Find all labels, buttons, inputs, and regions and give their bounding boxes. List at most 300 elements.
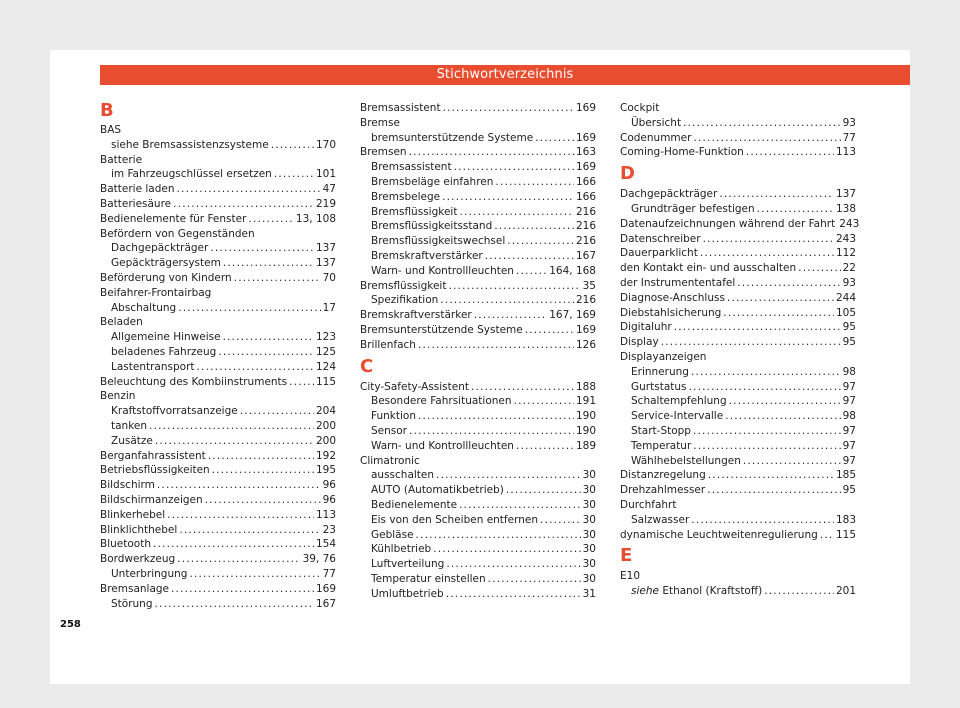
- index-entry: [360, 439, 596, 454]
- index-column-1: [100, 101, 336, 611]
- dot-leader: [707, 483, 840, 498]
- dot-leader: [764, 584, 834, 599]
- entry-term: City-Safety-Assistent: [360, 380, 470, 393]
- entry-page-ref: 13, 108: [295, 212, 336, 225]
- dot-leader: [208, 449, 314, 464]
- index-entry: [360, 424, 596, 439]
- index-letter: E: [620, 545, 633, 567]
- dot-leader: [223, 330, 314, 345]
- entry-term: Drehzahlmesser: [620, 484, 706, 497]
- index-entry: [360, 234, 596, 249]
- entry-term: Beifahrer-Frontairbag: [100, 286, 212, 299]
- dot-leader: [459, 205, 574, 220]
- index-entry: [100, 478, 336, 493]
- index-entry: [360, 279, 596, 294]
- entry-page-ref: 70: [322, 271, 336, 284]
- index-entry: [620, 202, 856, 217]
- dot-leader: [289, 375, 314, 390]
- index-entry: [100, 212, 336, 227]
- index-heading: [100, 153, 336, 168]
- dot-leader: [223, 256, 314, 271]
- entry-term: AUTO (Automatikbetrieb): [371, 484, 504, 497]
- index-entry: [100, 241, 336, 256]
- entry-term: Temperatur einstellen: [371, 572, 486, 585]
- entry-page-ref: 204: [315, 405, 336, 418]
- entry-term: Abschaltung: [111, 301, 177, 314]
- entry-term: Bildschirmanzeigen: [100, 493, 203, 506]
- index-entry: [100, 330, 336, 345]
- dot-leader: [725, 409, 840, 424]
- entry-term: im Fahrzeugschlüssel ersetzen: [111, 168, 272, 181]
- entry-term: Übersicht: [631, 116, 682, 129]
- index-entry: [100, 567, 336, 582]
- entry-page-ref: 190: [575, 410, 596, 423]
- index-entry: [360, 219, 596, 234]
- entry-page-ref: 77: [842, 131, 856, 144]
- index-entry: [620, 424, 856, 439]
- index-heading: [100, 315, 336, 330]
- entry-page-ref: 97: [842, 424, 856, 437]
- index-entry: [360, 264, 596, 279]
- entry-term: Ethanol (Kraftstoff): [662, 585, 763, 598]
- entry-term: Unterbringung: [111, 567, 188, 580]
- entry-page-ref: 138: [835, 202, 856, 215]
- entry-page-ref: 124: [315, 360, 336, 373]
- index-entry: [620, 291, 856, 306]
- entry-term: Spezifikation: [371, 294, 439, 307]
- index-entry: [620, 145, 856, 160]
- entry-term: Batterie laden: [100, 183, 175, 196]
- entry-page-ref: 188: [575, 380, 596, 393]
- dot-leader: [248, 212, 294, 227]
- dot-leader: [495, 175, 574, 190]
- index-entry: [360, 394, 596, 409]
- entry-page-ref: 47: [322, 183, 336, 196]
- dot-leader: [674, 320, 841, 335]
- entry-page-ref: 35: [582, 279, 596, 292]
- index-entry: [100, 523, 336, 538]
- entry-page-ref: 30: [582, 543, 596, 556]
- dot-leader: [700, 246, 834, 261]
- entry-page-ref: 31: [582, 587, 596, 600]
- entry-term: Climatronic: [360, 454, 420, 467]
- entry-page-ref: 154: [315, 538, 336, 551]
- entry-page-ref: 39, 76: [302, 553, 336, 566]
- entry-term: Warn- und Kontrollleuchten: [371, 439, 514, 452]
- index-entry: [360, 190, 596, 205]
- dot-leader: [454, 160, 574, 175]
- entry-page-ref: 167, 169: [549, 309, 596, 322]
- entry-page-ref: 101: [315, 168, 336, 181]
- entry-term: den Kontakt ein- und ausschalten: [620, 262, 797, 275]
- entry-term: Bremsbeläge einfahren: [371, 175, 494, 188]
- entry-page-ref: 105: [835, 306, 856, 319]
- entry-page-ref: 216: [575, 205, 596, 218]
- index-entry: [100, 138, 336, 153]
- index-entry: [360, 468, 596, 483]
- entry-term: Dachgepäckträger: [620, 188, 718, 201]
- entry-page-ref: 169: [575, 161, 596, 174]
- index-entry: [100, 552, 336, 567]
- entry-term: Temperatur: [631, 439, 692, 452]
- dot-leader: [155, 434, 314, 449]
- entry-page-ref: 115: [315, 375, 336, 388]
- entry-term: Eis von den Scheiben entfernen: [371, 513, 538, 526]
- dot-leader: [409, 145, 574, 160]
- entry-term: Service-Intervalle: [631, 410, 724, 423]
- section-header: Stichwortverzeichnis: [100, 65, 910, 85]
- entry-page-ref: 200: [315, 434, 336, 447]
- index-letter: B: [100, 100, 114, 121]
- entry-term: Blinkerhebel: [100, 508, 166, 521]
- entry-term: beladenes Fahrzeug: [111, 345, 217, 358]
- entry-term: Bremsflüssigkeit: [371, 205, 458, 218]
- index-entry: [620, 483, 856, 498]
- dot-leader: [737, 276, 840, 291]
- entry-page-ref: 169: [575, 102, 596, 114]
- entry-term: Benzin: [100, 390, 136, 403]
- entry-term: Befördern von Gegenständen: [100, 227, 255, 240]
- index-entry: [620, 394, 856, 409]
- index-entry: [360, 323, 596, 338]
- index-entry: [620, 513, 856, 528]
- dot-leader: [197, 360, 314, 375]
- entry-page-ref: 192: [315, 449, 336, 462]
- dot-leader: [177, 182, 321, 197]
- index-entry: [360, 513, 596, 528]
- index-heading: [620, 350, 856, 365]
- entry-term: Bremse: [360, 116, 400, 129]
- dot-leader: [433, 542, 580, 557]
- page-number: 258: [60, 619, 81, 630]
- entry-term: Kühlbetrieb: [371, 543, 432, 556]
- entry-prefix: siehe: [631, 585, 659, 598]
- index-entry: [100, 419, 336, 434]
- index-entry: [620, 409, 856, 424]
- entry-page-ref: 219: [315, 197, 336, 210]
- index-heading: [360, 454, 596, 469]
- entry-page-ref: 30: [582, 498, 596, 511]
- dot-leader: [205, 493, 321, 508]
- index-entry: [360, 380, 596, 395]
- entry-page-ref: 166: [575, 190, 596, 203]
- entry-page-ref: 30: [582, 558, 596, 571]
- entry-page-ref: 95: [842, 321, 856, 334]
- dot-leader: [409, 424, 574, 439]
- entry-term: siehe Bremsassistenzsysteme: [111, 138, 269, 151]
- index-entry: [360, 308, 596, 323]
- index-entry: [360, 101, 596, 116]
- dot-leader: [212, 463, 314, 478]
- entry-term: Luftverteilung: [371, 558, 445, 571]
- entry-term: Diebstahlsicherung: [620, 306, 722, 319]
- entry-page-ref: 169: [315, 582, 336, 595]
- dot-leader: [446, 587, 581, 602]
- dot-leader: [693, 424, 841, 439]
- dot-leader: [723, 306, 834, 321]
- index-entry: [360, 175, 596, 190]
- entry-term: Bremskraftverstärker: [371, 249, 483, 262]
- index-entry: [360, 131, 596, 146]
- index-entry: [100, 449, 336, 464]
- entry-term: Datenschreiber: [620, 232, 701, 245]
- dot-leader: [416, 528, 581, 543]
- entry-term: Dachgepäckträger: [111, 242, 209, 255]
- index-entry: [100, 493, 336, 508]
- entry-term: Bremsbelege: [371, 190, 441, 203]
- entry-page-ref: 190: [575, 424, 596, 437]
- index-entry: [620, 306, 856, 321]
- entry-term: Bildschirm: [100, 479, 155, 492]
- index-entry: [360, 145, 596, 160]
- index-column-2: [360, 101, 596, 602]
- dot-leader: [691, 365, 841, 380]
- dot-leader: [471, 380, 574, 395]
- index-entry: [100, 508, 336, 523]
- entry-term: Funktion: [371, 410, 416, 423]
- entry-page-ref: 195: [315, 464, 336, 477]
- index-heading: [620, 101, 856, 116]
- entry-term: Diagnose-Anschluss: [620, 291, 725, 304]
- index-entry: [100, 345, 336, 360]
- entry-term: Zusätze: [111, 434, 153, 447]
- dot-leader: [691, 513, 834, 528]
- entry-page-ref: 113: [315, 508, 336, 521]
- index-entry: [100, 167, 336, 182]
- entry-term: bremsunterstützende Systeme: [371, 131, 534, 144]
- entry-term: Batterie: [100, 153, 143, 166]
- dot-leader: [757, 202, 834, 217]
- entry-page-ref: 97: [842, 380, 856, 393]
- entry-term: ausschalten: [371, 469, 435, 482]
- dot-leader: [661, 335, 841, 350]
- entry-page-ref: 30: [582, 513, 596, 526]
- index-entry: [620, 116, 856, 131]
- entry-term: Beleuchtung des Kombiinstruments: [100, 375, 288, 388]
- dot-leader: [210, 241, 314, 256]
- index-entry: [620, 335, 856, 350]
- index-entry: [360, 205, 596, 220]
- dot-leader: [743, 454, 841, 469]
- entry-page-ref: 191: [575, 395, 596, 408]
- dot-leader: [693, 131, 840, 146]
- entry-page-ref: 201: [835, 585, 856, 598]
- entry-term: Erinnerung: [631, 365, 689, 378]
- entry-page-ref: 30: [582, 469, 596, 482]
- index-heading: [620, 569, 856, 584]
- dot-leader: [459, 498, 581, 513]
- dot-leader: [418, 409, 574, 424]
- entry-term: Salzwasser: [631, 513, 690, 526]
- entry-term: Warn- und Kontrollleuchten: [371, 264, 514, 277]
- dot-leader: [689, 380, 841, 395]
- entry-term: Cockpit: [620, 102, 660, 114]
- index-entry: [100, 537, 336, 552]
- entry-term: Gebläse: [371, 528, 414, 541]
- index-entry: [100, 375, 336, 390]
- entry-term: Bluetooth: [100, 538, 151, 551]
- index-entry: [620, 454, 856, 469]
- entry-term: Berganfahrassistent: [100, 449, 206, 462]
- entry-term: Bremsflüssigkeit: [360, 279, 447, 292]
- entry-term: Grundträger befestigen: [631, 202, 755, 215]
- dot-leader: [418, 338, 574, 353]
- dot-leader: [516, 439, 574, 454]
- entry-page-ref: 170: [315, 138, 336, 151]
- index-heading: [100, 227, 336, 242]
- entry-page-ref: 123: [315, 331, 336, 344]
- entry-page-ref: 98: [842, 410, 856, 423]
- index-entry: [620, 528, 856, 543]
- index-entry: [100, 434, 336, 449]
- entry-term: Bremsanlage: [100, 582, 170, 595]
- index-entry: [100, 301, 336, 316]
- index-entry: [360, 160, 596, 175]
- dot-leader: [446, 557, 580, 572]
- index-entry: [100, 360, 336, 375]
- index-entry: [360, 557, 596, 572]
- entry-page-ref: 23: [322, 523, 336, 536]
- index-entry: [620, 246, 856, 261]
- entry-page-ref: 163: [575, 146, 596, 159]
- entry-term: Lastentransport: [111, 360, 195, 373]
- index-heading: [100, 389, 336, 404]
- index-entry: [100, 271, 336, 286]
- entry-term: dynamische Leuchtweitenregulierung: [620, 528, 818, 541]
- entry-term: Betriebsflüssigkeiten: [100, 464, 210, 477]
- index-entry: [360, 338, 596, 353]
- index-entry: [620, 276, 856, 291]
- dot-leader: [540, 513, 581, 528]
- dot-leader: [157, 478, 321, 493]
- dot-leader: [218, 345, 314, 360]
- entry-page-ref: 243: [839, 217, 860, 230]
- dot-leader: [155, 597, 314, 612]
- index-letter: C: [360, 355, 374, 377]
- entry-term: Besondere Fahrsituationen: [371, 395, 512, 408]
- dot-leader: [443, 101, 574, 116]
- entry-term: Kraftstoffvorratsanzeige: [111, 405, 238, 418]
- entry-term: Bremsunterstützende Systeme: [360, 323, 523, 336]
- entry-page-ref: 183: [835, 513, 856, 526]
- index-entry: [100, 582, 336, 597]
- entry-term: Störung: [111, 597, 153, 610]
- dot-leader: [189, 567, 320, 582]
- index-letter: D: [620, 163, 635, 185]
- entry-term: Bremsassistent: [360, 102, 441, 114]
- entry-term: Bremskraftverstärker: [360, 309, 472, 322]
- dot-leader: [746, 145, 834, 160]
- index-entry: [620, 468, 856, 483]
- entry-page-ref: 30: [582, 484, 596, 497]
- index-column-3: [620, 101, 860, 599]
- entry-page-ref: 113: [835, 146, 856, 159]
- index-entry: [620, 320, 856, 335]
- entry-page-ref: 17: [322, 301, 336, 314]
- dot-leader: [177, 552, 300, 567]
- entry-term: Durchfahrt: [620, 498, 677, 511]
- entry-term: Bremsflüssigkeitswechsel: [371, 235, 506, 248]
- entry-page-ref: 30: [582, 528, 596, 541]
- entry-term: Display: [620, 336, 659, 349]
- dot-leader: [708, 468, 834, 483]
- entry-term: Bedienelemente für Fenster: [100, 212, 247, 225]
- entry-term: Bremsassistent: [371, 161, 452, 174]
- dot-leader: [507, 234, 574, 249]
- entry-page-ref: 244: [835, 291, 856, 304]
- entry-page-ref: 77: [322, 567, 336, 580]
- entry-term: tanken: [111, 419, 148, 432]
- entry-page-ref: 97: [842, 395, 856, 408]
- index-entry: [100, 197, 336, 212]
- dot-leader: [535, 131, 574, 146]
- entry-page-ref: 97: [842, 439, 856, 452]
- entry-page-ref: 169: [575, 323, 596, 336]
- dot-leader: [440, 293, 574, 308]
- entry-page-ref: 167: [575, 249, 596, 262]
- entry-page-ref: 137: [835, 188, 856, 201]
- index-entry: [360, 498, 596, 513]
- entry-term: Blinklichthebel: [100, 523, 178, 536]
- dot-leader: [727, 291, 834, 306]
- entry-term: der Instrumententafel: [620, 276, 736, 289]
- entry-page-ref: 243: [835, 232, 856, 245]
- entry-page-ref: 137: [315, 242, 336, 255]
- entry-term: Bordwerkzeug: [100, 553, 176, 566]
- index-heading: [360, 116, 596, 131]
- index-entry: [620, 261, 856, 276]
- dot-leader: [173, 197, 314, 212]
- dot-leader: [167, 508, 314, 523]
- dot-leader: [488, 572, 581, 587]
- index-entry: [620, 380, 856, 395]
- index-entry: [360, 572, 596, 587]
- entry-term: Coming-Home-Funktion: [620, 146, 744, 159]
- entry-page-ref: 30: [582, 572, 596, 585]
- entry-term: Beförderung von Kindern: [100, 271, 232, 284]
- index-entry: [620, 439, 856, 454]
- entry-page-ref: 22: [842, 262, 856, 275]
- dot-leader: [448, 279, 580, 294]
- dot-leader: [703, 232, 834, 247]
- index-entry: [100, 256, 336, 271]
- entry-term: Codenummer: [620, 131, 692, 144]
- index-page: [50, 50, 910, 684]
- index-entry: [620, 232, 856, 247]
- entry-page-ref: 200: [315, 419, 336, 432]
- dot-leader: [683, 116, 841, 131]
- entry-page-ref: 169: [575, 131, 596, 144]
- entry-term: Gepäckträgersystem: [111, 257, 221, 270]
- index-entry: [620, 365, 856, 380]
- index-entry: [100, 463, 336, 478]
- index-entry: [360, 249, 596, 264]
- dot-leader: [514, 394, 574, 409]
- entry-page-ref: 115: [835, 528, 856, 541]
- entry-page-ref: 95: [842, 336, 856, 349]
- dot-leader: [442, 190, 574, 205]
- index-heading: [100, 123, 336, 138]
- index-entry: [100, 404, 336, 419]
- entry-term: Allgemeine Hinweise: [111, 331, 221, 344]
- entry-page-ref: 216: [575, 235, 596, 248]
- index-entry: [620, 131, 856, 146]
- dot-leader: [179, 523, 320, 538]
- index-entry: [620, 584, 856, 599]
- entry-page-ref: 112: [835, 247, 856, 260]
- dot-leader: [516, 264, 547, 279]
- entry-page-ref: 189: [575, 439, 596, 452]
